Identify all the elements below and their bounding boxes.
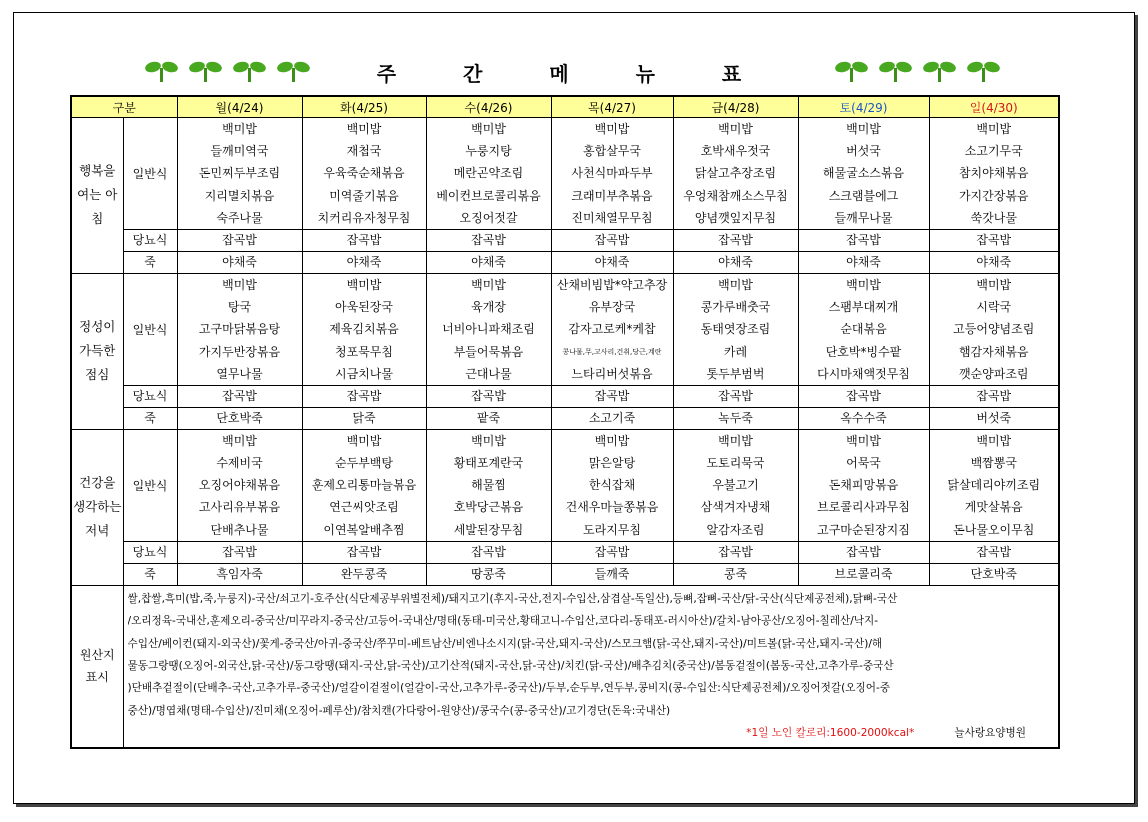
diabetic-cell: 잡곡밥 — [177, 541, 302, 563]
porridge-label: 죽 — [123, 563, 177, 585]
origin-line: )단배추겉절이(단배추-국산,고추가루-중국산)/얼갈이겉절이(얼갈이-국산,고추가루-중국산)/두부,순두부,연두부,콩비지(콩-수입산:식단제공전체)/오징어젓갈(오징어-중 — [127, 682, 891, 695]
general-label: 일반식 — [123, 429, 177, 541]
menu-cell — [177, 429, 302, 541]
menu-item: 단호박*빙수팥 — [825, 344, 902, 359]
porridge-cell: 야채죽 — [798, 251, 929, 273]
origin-line: 중산)/명엽채(명태-수입산)/진미채(오징어-페루산)/참치캔(가다랑어-원양산)/콩국수(콩-중국산)/고기경단(돈육:국내산) — [127, 704, 671, 717]
menu-item: 느타리버섯볶음 — [571, 366, 653, 381]
diabetic-cell: 잡곡밥 — [798, 229, 929, 251]
menu-item: 햄감자채볶음 — [958, 344, 1029, 359]
menu-item: 알감자조림 — [706, 522, 765, 537]
menu-item: 백미밥 — [471, 433, 506, 448]
menu-item: 건새우마늘쫑볶음 — [565, 500, 659, 515]
weekly-menu-table — [70, 95, 1060, 749]
diabetic-cell: 잡곡밥 — [551, 229, 673, 251]
origin-line: 쌀,찹쌀,흑미(밥,죽,누룽지)-국산/쇠고기-호주산(식단제공부위별전체)/돼지고기(후지-국산,전지-수입산,삼겹살-독일산),등뼈,잡뼈-국산/닭-국산(식단제공전체),닭뼈-국산 — [127, 592, 898, 605]
diabetic-cell: 잡곡밥 — [177, 385, 302, 407]
menu-item: 부들어묵볶음 — [453, 344, 524, 359]
diabetic-cell: 잡곡밥 — [302, 541, 426, 563]
menu-item: 백미밥 — [222, 433, 257, 448]
menu-item: 순두부백탕 — [335, 456, 393, 471]
porridge-cell: 팥죽 — [426, 407, 551, 429]
menu-item: 쑥갓나물 — [970, 210, 1017, 225]
porridge-meal-row — [71, 251, 1059, 273]
porridge-cell: 닭죽 — [302, 407, 426, 429]
diabetic-label: 당뇨식 — [123, 541, 177, 563]
menu-item: 우불고기 — [712, 478, 759, 493]
day-header: 목(4/27) — [551, 96, 673, 118]
origin-line: 물동그랑땡(오징어-외국산,닭-국산)/동그랑땡(돼지-국산,닭-국산)/고기산적(돼지-국산,닭-국산)/치킨(닭-국산)/배추김치(중국산)/봄동겉절이(봄동-국산,고추가루-중국산 — [127, 660, 894, 673]
diabetic-cell: 잡곡밥 — [426, 385, 551, 407]
menu-item: 감자고로케*케찹 — [568, 322, 656, 337]
diabetic-cell: 잡곡밥 — [798, 385, 929, 407]
menu-item: 이연복알배추찜 — [323, 522, 405, 537]
menu-item: 삼색겨자냉채 — [700, 500, 771, 515]
general-label: 일반식 — [123, 273, 177, 385]
porridge-cell: 야채죽 — [177, 251, 302, 273]
diabetic-cell: 잡곡밥 — [177, 229, 302, 251]
category-header: 구분 — [71, 96, 177, 118]
general-meal-row — [71, 429, 1059, 541]
menu-item: 탕국 — [227, 300, 252, 315]
diabetic-cell: 잡곡밥 — [302, 385, 426, 407]
diabetic-cell: 잡곡밥 — [551, 385, 673, 407]
menu-item: 아욱된장국 — [335, 300, 393, 315]
menu-item: 베이컨브로콜리볶음 — [436, 188, 541, 203]
menu-cell — [673, 429, 798, 541]
menu-item: 스크램블에그 — [828, 188, 899, 203]
day-header: 수(4/26) — [426, 96, 551, 118]
menu-cell — [426, 118, 551, 230]
hospital-name: 늘사랑요양병원 — [954, 727, 1026, 740]
menu-item: 가지간장볶음 — [958, 188, 1029, 203]
menu-item: 도라지무침 — [583, 522, 641, 537]
menu-item: 백미밥 — [846, 277, 881, 292]
menu-item: 카레 — [723, 344, 748, 359]
menu-cell — [177, 273, 302, 385]
menu-item: 백미밥 — [846, 433, 881, 448]
menu-item: 고구마닭볶음탕 — [198, 322, 281, 337]
origin-text — [123, 585, 1059, 747]
porridge-cell: 야채죽 — [426, 251, 551, 273]
menu-item: 오징어야채볶음 — [198, 478, 281, 493]
porridge-cell: 땅콩죽 — [426, 563, 551, 585]
diabetic-cell: 잡곡밥 — [426, 541, 551, 563]
day-header-sunday: 일(4/30) — [929, 96, 1059, 118]
calorie-note: *1일 노인 칼로리:1600-2000kcal* — [746, 727, 915, 740]
general-meal-row — [71, 273, 1059, 385]
menu-cell — [551, 273, 673, 385]
menu-cell — [551, 118, 673, 230]
meal-name: 정성이 가득한 점심 — [71, 273, 123, 429]
diabetic-cell: 잡곡밥 — [302, 229, 426, 251]
menu-cell — [798, 429, 929, 541]
menu-item: 맑은알탕 — [588, 456, 636, 471]
porridge-cell: 야채죽 — [673, 251, 798, 273]
diabetic-cell: 잡곡밥 — [929, 385, 1059, 407]
menu-item: 참치야채볶음 — [958, 166, 1029, 181]
menu-item: 우육죽순채볶음 — [323, 166, 405, 181]
menu-item: 다시마채액젓무침 — [817, 366, 910, 381]
menu-item: 어묵국 — [846, 456, 881, 471]
day-header: 월(4/24) — [177, 96, 302, 118]
menu-item: 게맛살볶음 — [964, 500, 1023, 515]
meal-name: 건강을 생각하는 저녁 — [71, 429, 123, 585]
menu-cell — [929, 118, 1059, 230]
origin-line: /오리정육-국내산,훈제오리-중국산/미꾸라지-중국산/고등어-국내산/명태(동태-미국산,황태고니-수입산,코다리-동태포-러시아산)/갈치-남아공산/오징어-칠레산/낙지- — [127, 615, 879, 628]
diabetic-meal-row — [71, 385, 1059, 407]
porridge-cell: 완두콩죽 — [302, 563, 426, 585]
menu-cell — [798, 273, 929, 385]
menu-item: 백미밥 — [471, 122, 506, 136]
menu-item: 브로콜리사과무침 — [817, 500, 910, 515]
porridge-label: 죽 — [123, 407, 177, 429]
menu-item: 오징어젓갈 — [459, 210, 518, 225]
menu-cell — [673, 273, 798, 385]
menu-item: 미역줄기볶음 — [329, 188, 399, 203]
menu-cell — [302, 429, 426, 541]
origin-label: 원산지 표시 — [71, 585, 123, 747]
menu-cell — [798, 118, 929, 230]
menu-cell — [177, 118, 302, 230]
menu-item: 백미밥 — [718, 277, 753, 292]
header-row — [71, 96, 1059, 118]
menu-item: 백짬뽕국 — [970, 456, 1017, 471]
menu-item: 숙주나물 — [216, 210, 263, 225]
menu-item: 치커리유자청무침 — [317, 210, 411, 225]
menu-item: 진미채열무무침 — [571, 210, 653, 225]
porridge-cell: 단호박죽 — [929, 563, 1059, 585]
menu-item: 백미밥 — [346, 122, 382, 136]
menu-item: 누룽지탕 — [465, 144, 512, 159]
menu-item: 백미밥 — [594, 122, 630, 136]
menu-item: 재첩국 — [346, 144, 382, 159]
porridge-cell: 소고기죽 — [551, 407, 673, 429]
porridge-cell: 흑임자죽 — [177, 563, 302, 585]
menu-item: 백미밥 — [718, 122, 753, 136]
menu-item: 깻순양파조림 — [958, 366, 1029, 381]
diabetic-cell: 잡곡밥 — [673, 229, 798, 251]
menu-item: 백미밥 — [976, 433, 1012, 448]
menu-item: 육개장 — [471, 300, 506, 315]
menu-item: 단배추나물 — [210, 522, 269, 537]
menu-item: 닭살데리야끼조림 — [947, 478, 1041, 493]
page-title: 주 간 메 뉴 표 — [376, 62, 772, 86]
day-header-saturday: 토(4/29) — [798, 96, 929, 118]
menu-item: 근대나물 — [465, 366, 512, 381]
menu-item: 너비아니파채조림 — [442, 322, 535, 337]
menu-item: 홍합살무국 — [583, 144, 641, 159]
menu-item: 황태포계란국 — [453, 456, 524, 471]
menu-item: 고등어양념조림 — [953, 322, 1035, 337]
menu-item: 스팸부대찌개 — [828, 300, 899, 315]
menu-item: 백미밥 — [976, 122, 1012, 136]
day-header: 금(4/28) — [673, 96, 798, 118]
menu-cell — [302, 118, 426, 230]
menu-item: 백미밥 — [222, 277, 257, 292]
diabetic-label: 당뇨식 — [123, 385, 177, 407]
porridge-label: 죽 — [123, 251, 177, 273]
menu-cell — [673, 118, 798, 230]
menu-item: 양념깻잎지무침 — [694, 210, 777, 225]
porridge-cell: 들깨죽 — [551, 563, 673, 585]
menu-cell — [426, 273, 551, 385]
menu-item: 백미밥 — [346, 277, 382, 292]
menu-item: 우엉채참깨소스무침 — [683, 188, 788, 203]
menu-item: 열무나물 — [216, 366, 263, 381]
diabetic-meal-row — [71, 541, 1059, 563]
porridge-cell: 야채죽 — [929, 251, 1059, 273]
menu-item: 가지두반장볶음 — [198, 344, 281, 359]
menu-item: 호박당근볶음 — [453, 500, 524, 515]
menu-item: 순대볶음 — [840, 322, 887, 337]
menu-item: 크래미부추볶음 — [571, 188, 653, 203]
general-label: 일반식 — [123, 118, 177, 230]
porridge-meal-row — [71, 407, 1059, 429]
menu-item: 지리멸치볶음 — [204, 188, 275, 203]
diabetic-cell: 잡곡밥 — [929, 229, 1059, 251]
porridge-cell: 단호박죽 — [177, 407, 302, 429]
menu-item: 청포묵무침 — [335, 344, 393, 359]
menu-item: 콩나물,무,고사리,건취,당근,계란 — [562, 347, 662, 356]
menu-item: 들깨미역국 — [210, 144, 269, 159]
porridge-cell: 옥수수죽 — [798, 407, 929, 429]
menu-item: 동태엿장조림 — [700, 322, 771, 337]
menu-item: 닭살고추장조림 — [694, 166, 777, 181]
menu-item: 제육김치볶음 — [329, 322, 399, 337]
menu-item: 유부장국 — [588, 300, 636, 315]
menu-item: 돈나물오이무침 — [953, 522, 1035, 537]
diabetic-cell: 잡곡밥 — [426, 229, 551, 251]
menu-item: 콩가루배춧국 — [700, 300, 771, 315]
menu-cell — [551, 429, 673, 541]
menu-item: 해물찜 — [471, 478, 506, 493]
menu-cell — [929, 273, 1059, 385]
menu-item: 들깨무나물 — [834, 210, 893, 225]
menu-cell — [929, 429, 1059, 541]
menu-item: 해물굴소스볶음 — [822, 166, 905, 181]
menu-item: 호박새우젓국 — [700, 144, 771, 159]
menu-item: 시금치나물 — [335, 366, 393, 381]
menu-item: 시락국 — [976, 300, 1012, 315]
menu-item: 버섯국 — [846, 144, 881, 159]
diabetic-cell: 잡곡밥 — [673, 385, 798, 407]
menu-item: 톳두부범벅 — [706, 366, 765, 381]
diabetic-label: 당뇨식 — [123, 229, 177, 251]
menu-item: 수제비국 — [216, 456, 263, 471]
origin-line: 수입산/베이컨(돼지-외국산)/꽃게-중국산/아귀-중국산/쭈꾸미-베트남산/비엔나소시지(닭-국산,돼지-국산)/스모크햄(닭-국산,돼지-국산)/미트볼(닭-국산,돼지-국산)/해 — [127, 637, 883, 650]
menu-item: 연근씨앗조림 — [329, 500, 399, 515]
menu-item: 세발된장무침 — [453, 522, 524, 537]
menu-item: 소고기무국 — [964, 144, 1023, 159]
diabetic-meal-row — [71, 229, 1059, 251]
menu-item: 백미밥 — [346, 433, 382, 448]
porridge-cell: 버섯죽 — [929, 407, 1059, 429]
menu-item: 백미밥 — [594, 433, 630, 448]
menu-item: 사천식마파두부 — [571, 166, 653, 181]
menu-cell — [426, 429, 551, 541]
menu-item: 돈민찌두부조림 — [198, 166, 281, 181]
menu-item: 백미밥 — [976, 277, 1012, 292]
origin-footer — [128, 722, 1055, 744]
menu-item: 백미밥 — [471, 277, 506, 292]
menu-item: 백미밥 — [718, 433, 753, 448]
menu-item: 백미밥 — [222, 122, 257, 136]
porridge-cell: 야채죽 — [302, 251, 426, 273]
porridge-meal-row — [71, 563, 1059, 585]
menu-item: 메란곤약조림 — [453, 166, 524, 181]
diabetic-cell: 잡곡밥 — [929, 541, 1059, 563]
menu-item: 돈채피망볶음 — [828, 478, 899, 493]
menu-item: 고사리유부볶음 — [198, 500, 281, 515]
diabetic-cell: 잡곡밥 — [673, 541, 798, 563]
porridge-cell: 야채죽 — [551, 251, 673, 273]
porridge-cell: 브로콜리죽 — [798, 563, 929, 585]
diabetic-cell: 잡곡밥 — [798, 541, 929, 563]
menu-item: 산채비빔밥*약고추장 — [556, 277, 668, 292]
menu-item: 백미밥 — [846, 122, 881, 136]
porridge-cell: 콩죽 — [673, 563, 798, 585]
diabetic-cell: 잡곡밥 — [551, 541, 673, 563]
general-meal-row — [71, 118, 1059, 230]
menu-item: 훈제오리통마늘볶음 — [311, 478, 417, 493]
meal-name: 행복을 여는 아침 — [71, 118, 123, 274]
menu-item: 한식잡채 — [588, 478, 636, 493]
menu-cell — [302, 273, 426, 385]
porridge-cell: 녹두죽 — [673, 407, 798, 429]
origin-row — [71, 585, 1059, 747]
menu-item: 도토리묵국 — [706, 456, 765, 471]
day-header: 화(4/25) — [302, 96, 426, 118]
menu-item: 고구마순된장지짐 — [817, 522, 910, 537]
